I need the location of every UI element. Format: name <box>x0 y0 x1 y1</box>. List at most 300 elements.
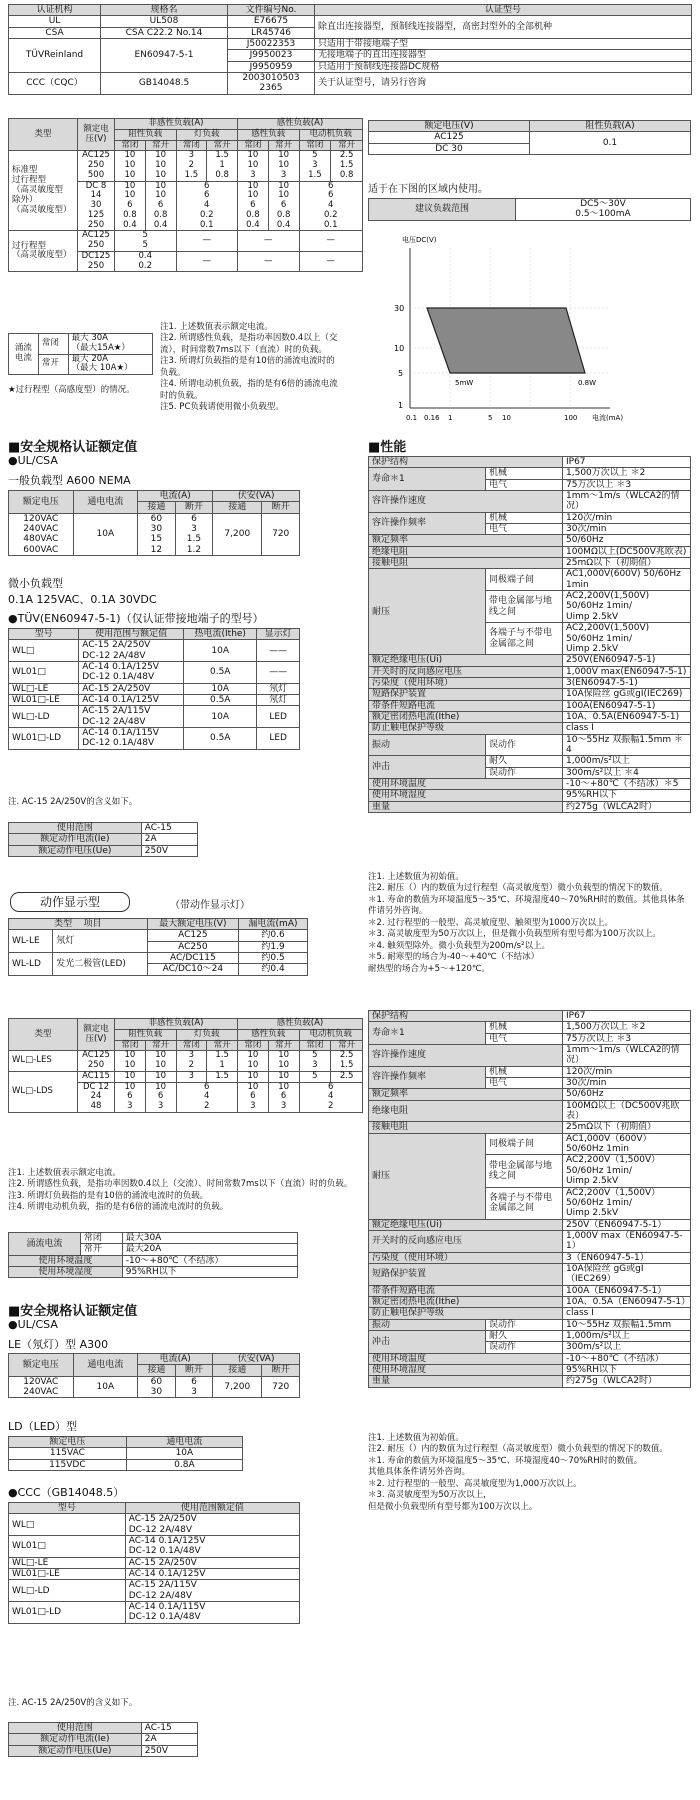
perf-row <box>369 1319 691 1330</box>
perf-value: class I <box>563 1308 691 1319</box>
perf-value: 3（EN60947-5-1） <box>563 1252 691 1263</box>
inrush-nc: 常闭 <box>38 334 68 355</box>
perf-row <box>369 801 691 812</box>
perf-row <box>369 723 691 734</box>
perf-value: 100MΩ以上（DC500V兆欧表） <box>563 1100 691 1122</box>
rt-h-volt: 额定电压(V) <box>78 119 115 151</box>
perf-label: 耐压 <box>369 1133 486 1219</box>
perf-value: -10～+80℃（不结冰） <box>563 1353 691 1364</box>
perf-value: 1mm～1m/s（WLCA2的情况） <box>563 491 691 513</box>
ul2-on: 60 30 <box>138 1376 176 1398</box>
ul-voff: 720 <box>262 513 300 555</box>
action-l: 约0.6 <box>239 930 308 941</box>
perf-label: 容许操作频率 <box>369 1066 486 1089</box>
rt-dash: — <box>299 251 363 272</box>
perf-row <box>369 1376 691 1387</box>
perf-value: 10～55Hz 双振幅1.5mm ＊4 <box>563 734 691 756</box>
ul2-h-on: 接通 <box>213 1365 262 1376</box>
perf-label: 容许操作速度 <box>369 491 563 513</box>
tuv-ithe: 10A <box>184 683 257 694</box>
rt-h-nc: 常闭 <box>176 140 207 151</box>
perf-label: 额定密闭热电流(Ithe) <box>369 711 563 722</box>
rt-cell: 1.5 1 0.8 <box>207 151 238 181</box>
rt-cell: 10 10 3 <box>238 151 269 181</box>
action-sub: （带动作显示灯） <box>170 900 250 911</box>
perf-value: class I <box>563 723 691 734</box>
tuv-range: AC-15 2A/250V DC-12 2A/48V <box>79 640 184 662</box>
cert-org: CSA <box>9 27 101 38</box>
rt2-cell: 1.5 1 <box>207 1051 238 1072</box>
cert-table <box>8 4 692 95</box>
perf-sublabel: 各端子与不带电金属部之间 <box>486 623 563 655</box>
perf-row <box>369 512 691 523</box>
rt-volt: DC125 250 <box>78 251 115 272</box>
ul2-h-cur: 通电电流 <box>73 1354 138 1377</box>
safety-title: ■安全规格认证额定值 <box>8 440 138 455</box>
note: ＊1. 寿命的数值为环境温度5～35℃、环境湿度40～70%RH时的数值。 其他具体条件请另外咨询。 <box>368 1455 643 1478</box>
rt-h-nc: 常闭 <box>299 140 331 151</box>
i2-v: 最大20A <box>122 1244 297 1255</box>
safety-ulcsa: ●UL/CSA <box>8 454 58 467</box>
cert-model: 除直出连接器型，预制线连接器型，高密封型外的全部机种 <box>315 16 692 39</box>
rt-cell: 10 10 6 0.8 0.4 <box>268 181 299 231</box>
ul-h-on: 接通 <box>138 502 176 513</box>
rt-h-nc: 常闭 <box>115 140 146 151</box>
cert-spec: CSA C22.2 No.14 <box>101 27 228 38</box>
perf-value: 250V(EN60947-5-1) <box>563 655 691 666</box>
action-h-v: 最大额定电压(V) <box>147 919 238 930</box>
ul-h-off: 断开 <box>262 502 300 513</box>
perf-row <box>369 689 691 700</box>
ccc-model: WL01□-LE <box>9 1569 126 1580</box>
perf-label: 使用环境温度 <box>369 778 563 789</box>
ul-h-va: 伏安(VA) <box>213 491 300 502</box>
perf-row <box>369 1133 691 1155</box>
action-h-l: 漏电流(mA) <box>239 919 308 930</box>
rt2-h-no: 常开 <box>268 1040 299 1051</box>
note: 注1. 上述数值表示额定电流。 <box>160 322 273 332</box>
tuv-lamp: LED <box>257 706 300 728</box>
inrush2-table <box>8 1232 298 1278</box>
ul-rv: 120VAC 240VAC 480VAC 600VAC <box>9 513 74 555</box>
perf-value: 50/60Hz <box>563 1089 691 1100</box>
note: 注2. 耐压（）内的数值为过行程型（高灵敏度型）微小负载型的情况下的数值。 <box>368 1444 668 1455</box>
ul-table <box>8 490 300 556</box>
rt-h-no: 常开 <box>268 140 299 151</box>
perf-label: 使用环境湿度 <box>369 790 563 801</box>
action-v: AC/DC10～24 <box>147 964 238 975</box>
perf-value: 100A（EN60947-5-1） <box>563 1285 691 1296</box>
perf-value: 50/60Hz <box>563 535 691 546</box>
tuv-h: 使用范围与额定值 <box>79 629 184 640</box>
perf-value: 1,000V max(EN60947-5-1) <box>563 666 691 677</box>
action-h-type-label: 类型 <box>54 919 73 929</box>
x-tick: 100 <box>564 414 578 422</box>
cert-spec: GB14048.5 <box>101 73 228 95</box>
use2-k: 使用范围 <box>9 1723 142 1734</box>
perf-row <box>369 1365 691 1376</box>
ul2-cur: 10A <box>73 1376 138 1398</box>
rt-cell: 6 6 4 0.2 0.1 <box>299 181 363 231</box>
note: ＊1. 寿命的数值为环境温度5～35℃、环境湿度40～70%RH时的数值。其他具体条件请另外咨询。 <box>368 894 685 917</box>
perf-value: 30次/min <box>563 1078 691 1089</box>
perf-value: 25mΩ以下（初期值） <box>563 1122 691 1133</box>
ld-c: 10A <box>126 1448 242 1459</box>
rt-h-res: 阻性负载 <box>115 129 177 140</box>
use-v: 2A <box>141 834 197 845</box>
i2-v: 最大30A <box>122 1233 297 1244</box>
action-l: 约0.5 <box>239 953 308 964</box>
y-tick: 30 <box>394 304 405 313</box>
perf-value: AC2,200V(1,500V) 50/60Hz 1min/ Uimp 2.5kV <box>563 623 691 655</box>
micro-v1: AC125 <box>369 132 530 143</box>
perf-label: 防止触电保护等级 <box>369 1308 563 1319</box>
perf-value: 3(EN60947-5-1) <box>563 677 691 688</box>
range-label: 建议负载范围 <box>369 199 516 221</box>
rt-volt: AC125 250 <box>78 231 115 252</box>
rt2-h-ind: 感性负载(A) <box>238 1019 363 1030</box>
perf-value: 10A保险丝 gG或gI(IEC269) <box>563 689 691 700</box>
perf-title: ■性能 <box>368 440 407 455</box>
perf-row <box>369 1045 691 1067</box>
micro-h-r: 阻性负载(A) <box>530 121 691 132</box>
ul2-h-on: 接通 <box>138 1365 176 1376</box>
perf-sublabel: 同极端子间 <box>486 1133 563 1155</box>
perf-label: 污染度（使用环境） <box>369 677 563 688</box>
perf-row <box>369 1011 691 1022</box>
rt2-cell: 10 <box>268 1071 299 1082</box>
action-l: 约0.4 <box>239 964 308 975</box>
perf-row <box>369 1263 691 1285</box>
graph-ylabel: 电压DC(V) <box>402 236 437 244</box>
ld-v: 115VAC <box>9 1448 127 1459</box>
safety2-le: LE（氖灯）型 A300 <box>8 1338 109 1351</box>
perf-sublabel: 机械 <box>486 512 563 523</box>
rt2-cell: 5 3 <box>299 1051 331 1072</box>
perf-label: 重量 <box>369 1376 563 1387</box>
y-tick: 10 <box>394 344 405 353</box>
perf-sublabel: 耐久 <box>486 1330 563 1341</box>
perf-row <box>369 677 691 688</box>
ul-von: 7,200 <box>213 513 262 555</box>
rt2-cell: 10 <box>145 1071 176 1082</box>
tuv-model: WL01□ <box>9 662 79 684</box>
rt-cell: 5 5 <box>115 231 177 252</box>
perf-label: 额定绝缘电压(Ui) <box>369 1219 563 1230</box>
tuv-ithe: 10A <box>184 706 257 728</box>
rt-h-no: 常开 <box>145 140 176 151</box>
rt-h-motor: 电动机负载 <box>299 129 363 140</box>
perf-label: 开关时的反向感应电压 <box>369 1230 563 1252</box>
ul-h-cur: 通电电流 <box>73 491 138 514</box>
rt-h-lamp: 灯负载 <box>176 129 238 140</box>
ccc-h: 型号 <box>9 1503 126 1514</box>
perf-sublabel: 误动作 <box>486 1319 563 1330</box>
perf-sublabel: 机械 <box>486 1022 563 1033</box>
perf-value: 1,500万次以上 ＊2 <box>563 1022 691 1033</box>
perf-sublabel: 电气 <box>486 1078 563 1089</box>
tuv-model: WL□-LD <box>9 706 79 728</box>
rt2-h-indl: 感性负载 <box>238 1029 300 1040</box>
action-model: WL-LD <box>9 953 53 976</box>
ccc-note: 注. AC-15 2A/250V的含义如下。 <box>8 1698 138 1708</box>
perf-row <box>369 468 691 479</box>
x-tick: 0.16 <box>424 414 440 422</box>
ul2-table <box>8 1353 300 1398</box>
i2-s: 常开 <box>80 1244 122 1255</box>
tuv-range: AC-15 2A/115V DC-12 2A/48V <box>79 706 184 728</box>
perf-label: 额定绝缘电压(Ui) <box>369 655 563 666</box>
rt-cell: 3 2 1.5 <box>176 151 207 181</box>
cert-file: 2003010503 2365 <box>228 73 315 95</box>
perf-value: 300m/s²以上 <box>563 1342 691 1353</box>
note: 注2. 所谓感性负载，是指功率因数0.4以上（交流），时间常数7ms以下（直流）时的负载。 <box>160 333 338 355</box>
perf-value: 100MΩ以上(DC500V兆欧表) <box>563 546 691 557</box>
perf-label: 寿命＊1 <box>369 468 486 491</box>
x-tick: 5 <box>488 414 493 422</box>
note: 注3. 所谓灯负载指的是有10倍的涌流电流时的负载。 <box>8 1190 209 1201</box>
perf-sublabel: 电气 <box>486 524 563 535</box>
y-tick: 1 <box>398 401 404 410</box>
perf-row <box>369 569 691 591</box>
ccc-title: ●CCC（GB14048.5） <box>8 1486 125 1499</box>
range-val: DC5～30V 0.5～100mA <box>516 199 691 221</box>
tuv-model: WL01□-LD <box>9 728 79 750</box>
ul-h-ma: 电流(A) <box>138 491 213 502</box>
rt2-cell: 3 2 <box>176 1051 207 1072</box>
perf-sublabel: 耐久 <box>486 756 563 767</box>
tuv-h: 显示灯 <box>257 629 300 640</box>
perf-row <box>369 1285 691 1296</box>
cert-org: TÜVReinland <box>9 39 101 73</box>
perf-value: 1,000m/s²以上 <box>563 756 691 767</box>
perf-row <box>369 666 691 677</box>
perf-value: 120次/min <box>563 512 691 523</box>
perf-label: 使用环境湿度 <box>369 1365 563 1376</box>
perf-value: 95%RH以下 <box>563 790 691 801</box>
perf-value: 10A、0.5A（EN60947-5-1） <box>563 1296 691 1307</box>
micro-load-table <box>368 120 691 155</box>
use-k: 额定动作电流(Ie) <box>9 834 142 845</box>
ld-v: 115VDC <box>9 1459 127 1470</box>
notes2 <box>8 1168 358 1214</box>
perf-label: 冲击 <box>369 756 486 779</box>
ccc-model: WL□-LE <box>9 1557 126 1568</box>
perf-label: 额定频率 <box>369 535 563 546</box>
i2-v: 95%RH以下 <box>122 1267 297 1278</box>
perf-value: 10A保险丝 gG或gI（IEC269） <box>563 1263 691 1285</box>
tuv-ithe: 0.5A <box>184 695 257 706</box>
ccc-table <box>8 1502 300 1624</box>
tuv-ithe: 10A <box>184 640 257 662</box>
cert-org: UL <box>9 16 101 27</box>
perf-label: 短路保护装置 <box>369 1263 563 1285</box>
rt-cell: 2.5 1.5 0.8 <box>331 151 363 181</box>
perf-value: 1,000V max（EN60947-5-1） <box>563 1230 691 1252</box>
ul2-h-va: 伏安(VA) <box>213 1354 300 1365</box>
rt2-volt: AC115 <box>78 1071 115 1082</box>
perf-value: 10A、0.5A(EN60947-5-1) <box>563 711 691 722</box>
rt2-h-res: 阻性负载 <box>115 1029 177 1040</box>
rt2-cell: 10 10 <box>115 1051 146 1072</box>
rt2-cell: 10 <box>115 1071 146 1082</box>
inrush-nc-val: 最大 30A （最大15A★） <box>68 334 152 355</box>
use2-k: 额定动作电流(Ie) <box>9 1734 142 1745</box>
note: ＊2. 过行程型的一般型、高灵敏度型、触须型为1000万次以上。 <box>368 917 613 928</box>
rt2-cell: 1.5 <box>207 1071 238 1082</box>
ccc-range: AC-15 2A/250V <box>125 1557 299 1568</box>
perf-row <box>369 491 691 513</box>
ul2-h-off: 断开 <box>175 1365 213 1376</box>
perf-row <box>369 1252 691 1263</box>
perf-value: AC2,200V（1,500V） 50/60Hz 1min/ Uimp 2.5kV <box>563 1155 691 1187</box>
cert-file: E76675 <box>228 16 315 27</box>
perf2-notes <box>368 1433 691 1513</box>
ul-h-off: 断开 <box>175 502 213 513</box>
action-type: 发光二极管(LED) <box>53 953 147 976</box>
perf-row <box>369 1219 691 1230</box>
perf-row <box>369 1100 691 1122</box>
inrush-star: ★过行程型（高感度型）的情况。 <box>8 385 135 395</box>
perf-value: 1,500万次以上 ＊2 <box>563 468 691 479</box>
rt2-h-no: 常开 <box>145 1040 176 1051</box>
note: 注1. 上述数值为初始值。 <box>368 1433 464 1443</box>
perf-sublabel: 机械 <box>486 468 563 479</box>
tuv-model: WL01□-LE <box>9 695 79 706</box>
ccc-range: AC-15 2A/115V DC-12 2A/48V <box>125 1580 299 1602</box>
note: 注4. 所谓电动机负载，指的是有6倍的涌流电流时的负载。 <box>8 1202 229 1213</box>
rt-cell: 10 10 3 <box>268 151 299 181</box>
perf-label: 接触电阻 <box>369 1122 563 1133</box>
cert-org: CCC（CQC） <box>9 73 101 95</box>
rt2-h-nc: 常闭 <box>238 1040 269 1051</box>
perf-row <box>369 1308 691 1319</box>
rt-volt: AC125 250 500 <box>78 151 115 181</box>
use-k: 使用范围 <box>9 823 142 834</box>
i2-k: 涌流电流 <box>9 1233 81 1256</box>
rt2-cell: 10 6 3 <box>115 1082 146 1112</box>
rating-table <box>8 118 363 272</box>
perf-value: IP67 <box>563 457 691 468</box>
perf-label: 保护结构 <box>369 457 563 468</box>
tuv-h: 热电流(Ithe) <box>184 629 257 640</box>
rt2-cell: 2.5 <box>331 1071 363 1082</box>
perf-row <box>369 1230 691 1252</box>
perf-value: 300m/s²以上 ＊4 <box>563 767 691 778</box>
ccc-h: 使用范围额定值 <box>125 1503 299 1514</box>
rt2-cell: 10 6 3 <box>145 1082 176 1112</box>
rt2-cell: 3 <box>176 1071 207 1082</box>
perf-value: 250V（EN60947-5-1） <box>563 1219 691 1230</box>
perf-row <box>369 1122 691 1133</box>
perf-sublabel: 电气 <box>486 1033 563 1044</box>
rt2-cell: 6 4 2 <box>176 1082 238 1112</box>
action-l: 约1.9 <box>239 941 308 952</box>
rt-h-nc: 常闭 <box>238 140 269 151</box>
i2-k: 使用环境湿度 <box>9 1267 123 1278</box>
rt2-cell: 10 10 <box>268 1051 299 1072</box>
perf-row <box>369 1066 691 1077</box>
perf-label: 带条件短路电流 <box>369 1285 563 1296</box>
ul-h-on: 接通 <box>213 502 262 513</box>
perf-label: 接触电阻 <box>369 558 563 569</box>
tuv-ithe: 0.5A <box>184 728 257 750</box>
cert-h-model: 认证型号 <box>315 5 692 16</box>
note: 注5. PC负载请使用微小负载型。 <box>160 402 284 413</box>
safety2-ulcsa: ●UL/CSA <box>8 1318 58 1331</box>
rt2-cell: 10 6 3 <box>268 1082 299 1112</box>
rt-cell: 5 3 1.5 <box>299 151 331 181</box>
rt-cell: 10 10 10 <box>145 151 176 181</box>
perf-row <box>369 790 691 801</box>
perf-sublabel: 带电金属部与地线之间 <box>486 591 563 623</box>
x-tick: 0.1 <box>406 414 418 422</box>
tuv-range: AC-15 2A/250V <box>79 683 184 694</box>
tuv-lamp: —— <box>257 640 300 662</box>
ul-on: 60 30 15 12 <box>138 513 176 555</box>
use2-k: 额定动作电压(Ue) <box>9 1745 142 1756</box>
action-model: WL-LE <box>9 930 53 953</box>
tuv-h: 型号 <box>9 629 79 640</box>
rt2-type: WL□-LDS <box>9 1071 78 1112</box>
use-table <box>8 822 198 857</box>
action-v: AC125 <box>147 930 238 941</box>
rt2-h-nc: 常闭 <box>115 1040 146 1051</box>
i2-s: 常闭 <box>80 1233 122 1244</box>
perf-label: 耐压 <box>369 569 486 655</box>
perf-label: 容许操作速度 <box>369 1045 563 1067</box>
rt-type-ot: 过行程型 （高灵敏度型） <box>9 231 78 272</box>
safety2-title: ■安全规格认证额定值 <box>8 1304 138 1319</box>
ul2-rv: 120VAC 240VAC <box>9 1376 74 1398</box>
tuv-lamp: 氖灯 <box>257 683 300 694</box>
perf-value: AC1,000V(600V) 50/60Hz 1min <box>563 569 691 591</box>
perf-value: 约275g（WLCA2时） <box>563 1376 691 1387</box>
x-tick: 10 <box>502 414 511 422</box>
rt-cell: 10 10 6 0.8 0.4 <box>145 181 176 231</box>
perf-row <box>369 1089 691 1100</box>
micro-v2: DC 30 <box>369 143 530 154</box>
rt-dash: — <box>238 231 300 252</box>
perf-label: 冲击 <box>369 1330 486 1353</box>
tuv-lamp: —— <box>257 662 300 684</box>
ul2-h-ma: 电流(A) <box>138 1354 213 1365</box>
perf-label: 额定密闭热电流(Ithe) <box>369 1296 563 1307</box>
rt2-h-no: 常开 <box>207 1040 238 1051</box>
perf-table <box>368 456 691 813</box>
rt2-cell: 6 4 2 <box>299 1082 363 1112</box>
action-h-type <box>9 919 148 930</box>
notes1 <box>160 322 342 414</box>
x-tick: 1 <box>448 414 453 422</box>
perf-value: 120次/min <box>563 1066 691 1077</box>
tuv-note: 注. AC-15 2A/250V的含义如下。 <box>8 797 138 807</box>
ccc-model: WL□ <box>9 1514 126 1536</box>
perf-row <box>369 1022 691 1033</box>
rt-dash: — <box>176 231 238 252</box>
perf-label: 开关时的反向感应电压 <box>369 666 563 677</box>
note: ＊5. 耐寒型的场合为-40～+40℃（不结冰） 耐热型的场合为+5～+120℃。 <box>368 952 540 974</box>
inrush-no-val: 最大 20A （最大 10A★） <box>68 354 152 375</box>
rt-cell: 6 6 4 0.2 0.1 <box>176 181 238 231</box>
perf-row <box>369 756 691 767</box>
safety-general: 一般负载型 A600 NEMA <box>8 474 131 487</box>
rt2-cell: 10 <box>238 1071 269 1082</box>
cert-spec: UL508 <box>101 16 228 27</box>
perf-value: IP67 <box>563 1011 691 1022</box>
rt-h-ind: 感性负载(A) <box>238 119 363 130</box>
rt-cell: 0.4 0.2 <box>115 251 177 272</box>
